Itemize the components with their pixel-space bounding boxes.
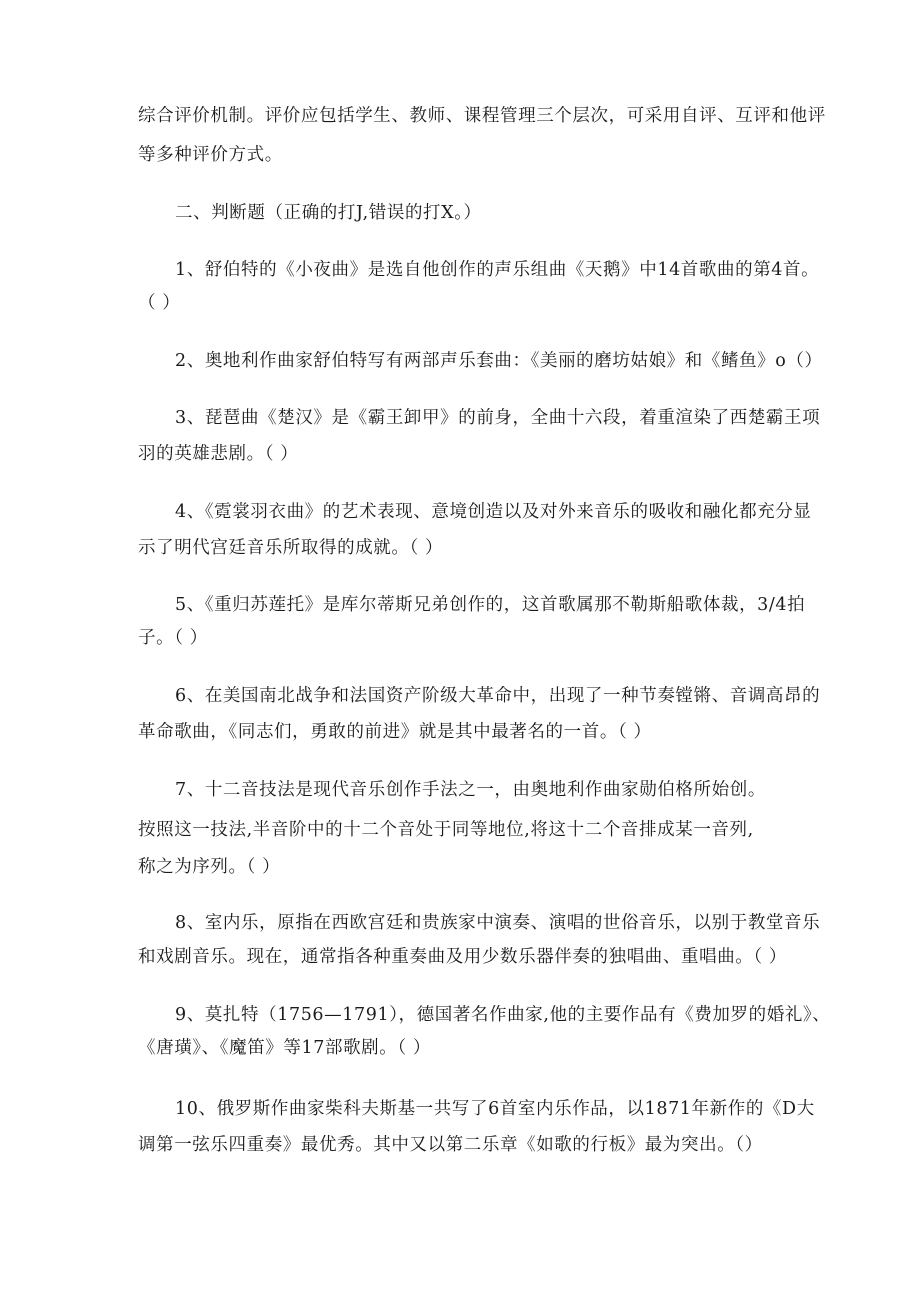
question-3-line-1: 3、琵琶曲《楚汉》是《霸王卸甲》的前身，全曲十六段，着重渲染了西楚霸王项 xyxy=(175,408,821,428)
question-6-line-2: 革命歌曲，《同志们，勇敢的前进》就是其中最著名的一首。（ ） xyxy=(138,722,652,742)
question-9-line-1: 9、莫扎特（1756—1791），德国著名作曲家,他的主要作品有《费加罗的婚礼》、 xyxy=(175,1005,831,1025)
intro-paragraph-line: 综合评价机制。评价应包括学生、教师、课程管理三个层次，可采用自评、互评和他评 xyxy=(138,106,826,126)
question-2-line-1: 2、奥地利作曲家舒伯特写有两部声乐套曲：《美丽的磨坊姑娘》和《鳍鱼》o（） xyxy=(175,351,823,371)
question-7-line-3: 称之为序列。（ ） xyxy=(138,857,281,877)
question-4-line-1: 4、《霓裳羽衣曲》的艺术表现、意境创造以及对外来音乐的吸收和融化都充分显 xyxy=(175,502,812,522)
section-heading: 二、判断题（正确的打J,错误的打X。） xyxy=(175,203,482,223)
question-3-line-2: 羽的英雄悲剧。（ ） xyxy=(138,444,299,464)
question-10-line-1: 10、俄罗斯作曲家柴科夫斯基一共写了6首室内乐作品，以1871年新作的《D大 xyxy=(175,1099,815,1119)
question-9-line-2: 《唐璜》、《魔笛》等17部歌剧。（ ） xyxy=(138,1038,431,1058)
question-6-line-1: 6、在美国南北战争和法国资产阶级大革命中，出现了一种节奏镗锵、音调高昂的 xyxy=(175,686,821,706)
question-10-line-2: 调第一弦乐四重奏》最优秀。其中又以第二乐章《如歌的行板》最为突出。（） xyxy=(138,1135,763,1155)
intro-paragraph-line: 等多种评价方式。 xyxy=(138,145,283,165)
question-5-line-2: 子。（ ） xyxy=(138,628,208,648)
question-1-line-1: 1、舒伯特的《小夜曲》是选自他创作的声乐组曲《天鹅》中14首歌曲的第4首。 xyxy=(175,260,820,280)
question-1-answer-blank: （ ） xyxy=(138,293,181,313)
question-8-line-2: 和戏剧音乐。现在，通常指各种重奏曲及用少数乐器伴奏的独唱曲、重唱曲。（ ） xyxy=(138,947,788,967)
question-4-line-2: 示了明代宫廷音乐所取得的成就。（ ） xyxy=(138,538,444,558)
question-5-line-1: 5、《重归苏莲托》是库尔蒂斯兄弟创作的，这首歌属那不勒斯船歌体裁，3/4拍 xyxy=(175,595,806,615)
question-8-line-1: 8、室内乐，原指在西欧宫廷和贵族家中演奏、演唱的世俗音乐，以别于教堂音乐 xyxy=(175,913,821,933)
question-7-line-2: 按照这一技法,半音阶中的十二个音处于同等地位,将这十二个音排成某一音列, xyxy=(138,820,754,840)
question-7-line-1: 7、十二音技法是现代音乐创作手法之一，由奥地利作曲家勋伯格所始创。 xyxy=(175,780,766,800)
